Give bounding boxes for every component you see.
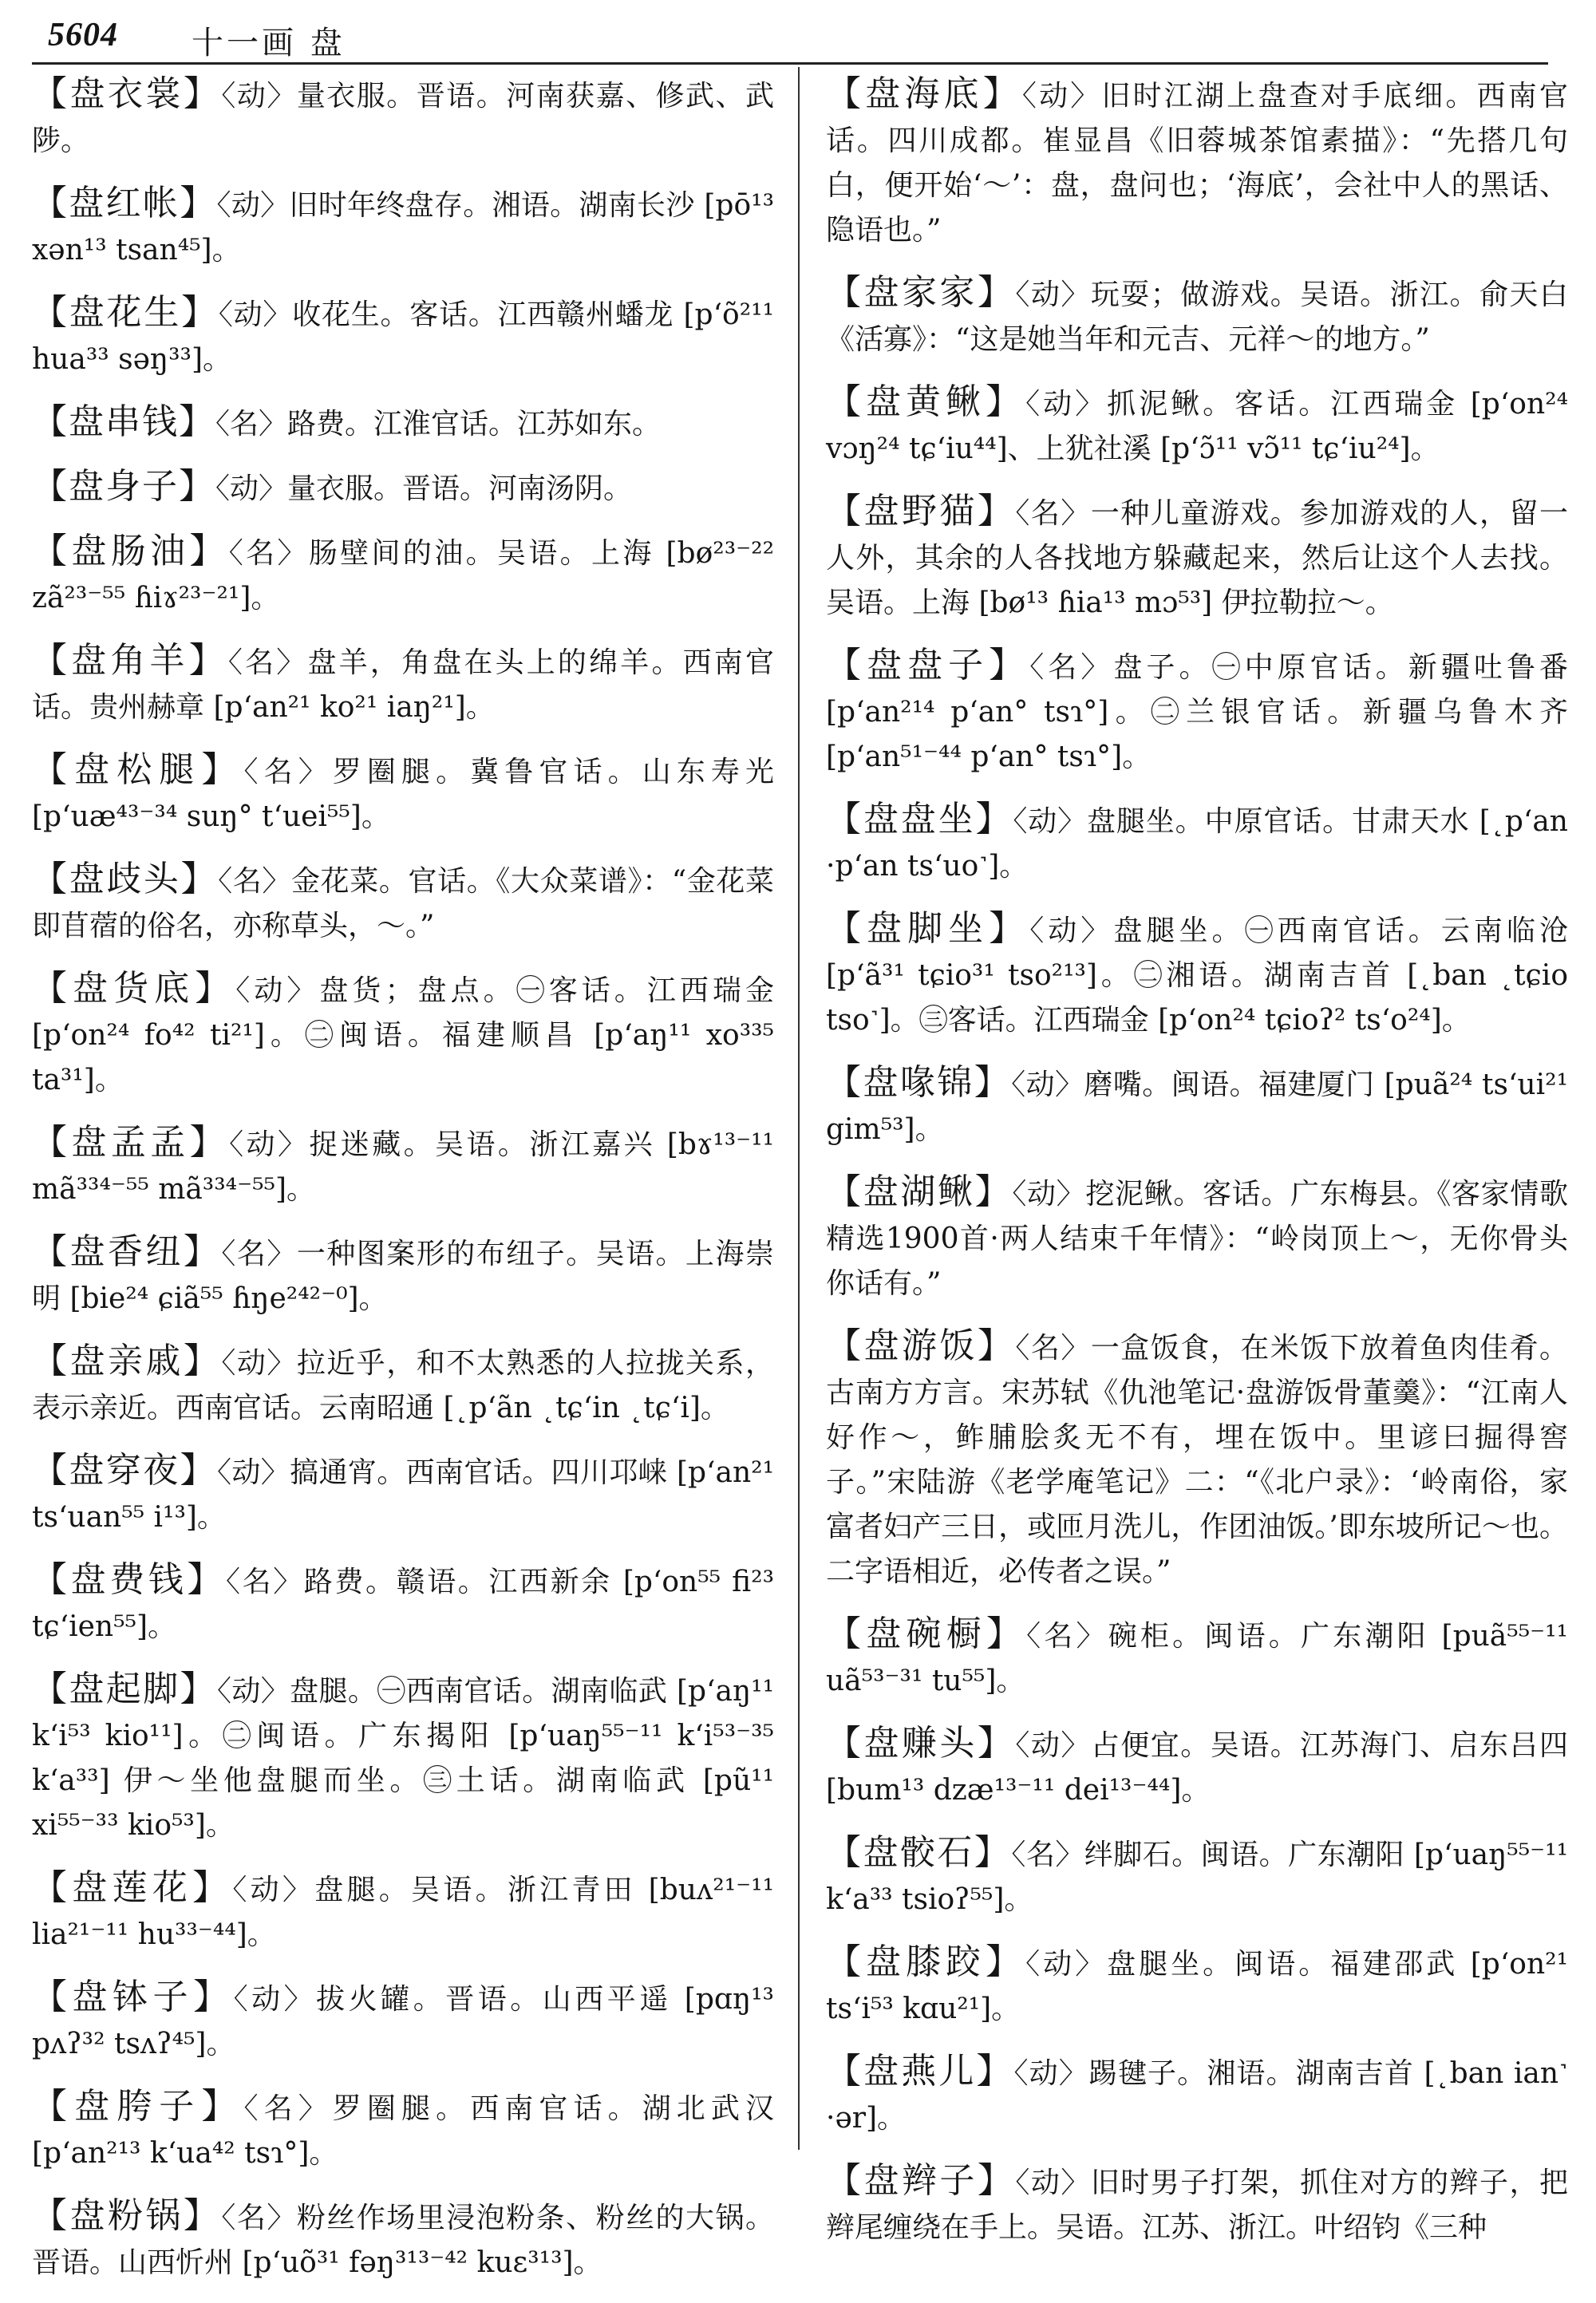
entry-headword: 【盘货底】: [32, 968, 236, 1009]
entry: [826, 1831, 1568, 1922]
entry-definition: 〈名〉碗柜。闽语。广东潮阳 [puã⁵⁵⁻¹¹ uã⁵³⁻³¹ tu⁵⁵]。: [826, 1620, 1568, 1697]
entry-headword: 【盘身子】: [32, 466, 215, 507]
entry: [826, 2049, 1568, 2141]
entry-definition: 〈动〉量衣服。晋语。河南汤阴。: [215, 472, 633, 505]
entry-definition: 〈动〉量衣服。晋语。河南获嘉、修武、武陟。: [32, 80, 774, 157]
entry-definition: 〈名〉罗圈腿。西南官话。湖北武汉 [p‘an²¹³ k‘ua⁴² tsɿ°]。: [32, 2092, 774, 2170]
entry: [32, 2194, 774, 2285]
section-heading: 十一画 盘: [192, 25, 346, 61]
entry-headword: 【盘喙锦】: [826, 1062, 1012, 1103]
entry-definition: 〈名〉一盒饭食，在米饭下放着鱼肉佳肴。古南方方言。宋苏轼《仇池笔记·盘游饭骨董羹》：“江南人好作～，鲊脯脍炙无不有，埋在饭中。里谚曰掘得窖子。”宋陆游《老学庵笔记》二：“《北户录》：‘岭南俗，家富者妇产三日，或匝月洗儿，作团油饭。’即东坡所记～也。二字语相近，必传者之误。”: [826, 1332, 1568, 1588]
entry-headword: 【盘脚坐】: [826, 908, 1030, 949]
entry-definition: 〈动〉捉迷藏。吴语。浙江嘉兴 [bɤ¹³⁻¹¹ mã³³⁴⁻⁵⁵ mã³³⁴⁻⁵⁵]。: [32, 1128, 774, 1206]
entry: [32, 2084, 774, 2176]
entry: [32, 1975, 774, 2067]
entry-definition: 〈动〉搞通宵。西南官话。四川邛崃 [p‘an²¹ ts‘uan⁵⁵ i¹³]。: [32, 1456, 774, 1534]
entry-headword: 【盘孟孟】: [32, 1122, 230, 1163]
entry: [32, 1339, 774, 1431]
entry-headword: 【盘骹石】: [826, 1832, 1012, 1873]
column-divider: [798, 67, 800, 2150]
entry-definition: 〈动〉挖泥鳅。客话。广东梅县。《客家情歌精选1900首·两人结束千年情》：“岭岗顶上～，无你骨头你话有。”: [826, 1178, 1568, 1300]
entry: [32, 1866, 774, 1957]
entry: [32, 1230, 774, 1321]
entry: [826, 1170, 1568, 1306]
entry: [826, 271, 1568, 362]
entry-headword: 【盘家家】: [826, 272, 1016, 313]
entry: [826, 643, 1568, 780]
entry-headword: 【盘湖鳅】: [826, 1171, 1013, 1212]
entry-definition: 〈动〉占便宜。吴语。江苏海门、启东吕四 [bum¹³ dzæ¹³⁻¹¹ dei¹³⁻⁴⁴]。: [826, 1729, 1568, 1807]
entry-definition: 〈动〉踢毽子。湘语。湖南吉首 [˛ban ian˺ ·ər]。: [826, 2057, 1568, 2135]
entry-definition: 〈动〉盘腿坐。闽语。福建邵武 [p‘on²¹ ts‘i⁵³ kɑu²¹]。: [826, 1948, 1569, 2025]
entry-definition: 〈名〉粉丝作场里浸泡粉条、粉丝的大锅。晋语。山西忻州 [p‘uõ³¹ fəŋ³¹³⁻⁴² kuɛ³¹³]。: [32, 2202, 774, 2279]
entry-headword: 【盘碗橱】: [826, 1614, 1027, 1654]
entry-headword: 【盘盘子】: [826, 645, 1030, 685]
entry-headword: 【盘花生】: [32, 292, 219, 333]
entry: [32, 1448, 774, 1540]
entry: [826, 2159, 1568, 2250]
entry-definition: 〈动〉旧时男子打架，抓住对方的辫子，把辫尾缠绕在手上。吴语。江苏、浙江。叶绍钧《三种: [826, 2167, 1568, 2244]
entry-headword: 【盘衣裳】: [32, 73, 222, 114]
entry-definition: 〈动〉磨嘴。闽语。福建厦门 [puã²⁴ ts‘ui²¹ gim⁵³]。: [826, 1069, 1568, 1146]
entry-definition: 〈名〉绊脚石。闽语。广东潮阳 [p‘uaŋ⁵⁵⁻¹¹ k‘a³³ tsioʔ⁵⁵]。: [826, 1839, 1569, 1916]
entry: [32, 400, 774, 447]
entry-definition: 〈动〉盘货；盘点。㊀客话。江西瑞金 [p‘on²⁴ fo⁴² ti²¹]。㊁闽语。福建顺昌 [p‘aŋ¹¹ xo³³⁵ ta³¹]。: [32, 974, 774, 1096]
entry-definition: 〈名〉路费。江淮官话。江苏如东。: [215, 408, 662, 440]
entry-definition: 〈动〉抓泥鳅。客话。江西瑞金 [p‘on²⁴ vɔŋ²⁴ tɕ‘iu⁴⁴]、上犹社溪 [p‘ɔ̃¹¹ vɔ̃¹¹ tɕ‘iu²⁴]。: [826, 388, 1569, 465]
entry-headword: 【盘赚头】: [826, 1723, 1016, 1764]
entry: [32, 529, 774, 621]
entry: [32, 857, 774, 949]
entry-definition: 〈名〉盘羊，角盘在头上的绵羊。西南官话。贵州赫章 [p‘an²¹ ko²¹ iaŋ²¹]。: [32, 646, 774, 724]
entry-definition: 〈名〉肠壁间的油。吴语。上海 [bø²³⁻²² zã²³⁻⁵⁵ ɦiɤ²³⁻²¹]。: [32, 537, 774, 614]
entry: [826, 489, 1568, 626]
entry-definition: 〈动〉玩耍；做游戏。吴语。浙江。俞天白《活寡》：“这是她当年和元吉、元祥～的地方。”: [826, 278, 1568, 356]
entry-headword: 【盘角羊】: [32, 640, 228, 681]
entry: [32, 1120, 774, 1212]
entry-headword: 【盘粉锅】: [32, 2195, 222, 2236]
entry: [826, 1061, 1568, 1152]
entry-headword: 【盘燕儿】: [826, 2051, 1014, 2092]
entry-definition: 〈名〉金花菜。官话。《大众菜谱》：“金花菜即苜蓿的俗名，亦称草头，～。”: [32, 865, 775, 942]
page-number: 5604: [48, 17, 118, 53]
entry-headword: 【盘串钱】: [32, 401, 215, 442]
entry-headword: 【盘穿夜】: [32, 1450, 217, 1491]
entry-headword: 【盘肠油】: [32, 531, 229, 571]
entry-definition: 〈动〉旧时江湖上盘查对手底细。西南官话。四川成都。崔显昌《旧蓉城茶馆素描》：“先搭几句白，便开始‘～’：盘，盘问也；‘海底’，会社中人的黑话、隐语也。”: [826, 80, 1568, 247]
left-column: [32, 72, 774, 2303]
entry: [32, 72, 774, 164]
entry-definition: 〈名〉一种儿童游戏。参加游戏的人，留一人外，其余的人各找地方躲藏起来，然后让这个人去找。吴语。上海 [bø¹³ ɦia¹³ mɔ⁵³] 伊拉勒拉～。: [826, 497, 1568, 619]
entry-headword: 【盘钵子】: [32, 1977, 234, 2017]
entry: [826, 1721, 1568, 1813]
entry-definition: 〈动〉旧时年终盘存。湘语。湖南长沙 [pō¹³ xən¹³ tsan⁴⁵]。: [32, 189, 775, 267]
entry-headword: 【盘亲戚】: [32, 1341, 222, 1381]
entry-headword: 【盘游饭】: [826, 1325, 1016, 1366]
entry-headword: 【盘盘坐】: [826, 799, 1013, 839]
entry: [32, 181, 774, 273]
entry-headword: 【盘费钱】: [32, 1559, 226, 1600]
entry-headword: 【盘黄鳅】: [826, 381, 1026, 422]
entry-headword: 【盘野猫】: [826, 491, 1016, 531]
entry: [32, 638, 774, 730]
right-column: [826, 72, 1568, 2268]
entry: [826, 72, 1568, 253]
entry: [826, 380, 1568, 472]
entry-headword: 【盘海底】: [826, 73, 1022, 114]
entry-definition: 〈名〉罗圈腿。冀鲁官话。山东寿光 [p‘uæ⁴³⁻³⁴ suŋ° t‘uei⁵⁵]。: [32, 756, 774, 833]
entry: [32, 290, 774, 382]
entry-definition: 〈动〉盘腿坐。㊀西南官话。云南临沧 [p‘ã³¹ tɕio³¹ tso²¹³]。㊁湘语。湖南吉首 [˛ban ˛tɕio tso˺]。㊂客话。江西瑞金 [p‘on²⁴ tɕioʔ² ts‘o²⁴]。: [826, 914, 1568, 1037]
entry: [826, 907, 1568, 1043]
entry: [32, 1558, 774, 1649]
entry-headword: 【盘莲花】: [32, 1867, 233, 1908]
entry-definition: 〈名〉盘子。㊀中原官话。新疆吐鲁番 [p‘an²¹⁴ p‘an° tsɿ°]。㊁兰银官话。新疆乌鲁木齐 [p‘an⁵¹⁻⁴⁴ p‘an° tsɿ°]。: [826, 651, 1568, 773]
entry-definition: 〈动〉收花生。客话。江西赣州蟠龙 [p‘õ²¹¹ hua³³ səŋ³³]。: [32, 298, 774, 376]
entry: [826, 1612, 1568, 1704]
entry: [32, 1667, 774, 1848]
entry-headword: 【盘香纽】: [32, 1231, 222, 1272]
entry-definition: 〈动〉拉近乎，和不太熟悉的人拉拢关系，表示亲近。西南官话。云南昭通 [˛p‘ãn ˛tɕ‘in ˛tɕ‘i]。: [32, 1347, 774, 1424]
entry-definition: 〈名〉路费。赣语。江西新余 [p‘on⁵⁵ fi²³ tɕ‘ien⁵⁵]。: [32, 1566, 774, 1643]
entry-definition: 〈动〉拔火罐。晋语。山西平遥 [pɑŋ¹³ pʌʔ³² tsʌʔ⁴⁵]。: [32, 1983, 774, 2060]
entry: [826, 1940, 1568, 2032]
entry: [826, 797, 1568, 889]
entry: [32, 966, 774, 1103]
entry-definition: 〈动〉盘腿。吴语。浙江青田 [buʌ²¹⁻¹¹ lia²¹⁻¹¹ hu³³⁻⁴⁴]。: [32, 1874, 774, 1951]
entry-headword: 【盘歧头】: [32, 859, 219, 899]
entry-headword: 【盘膝跤】: [826, 1942, 1026, 1982]
entry-definition: 〈动〉盘腿坐。中原官话。甘肃天水 [˛p‘an ·p‘an ts‘uo˺]。: [826, 805, 1568, 883]
entry-headword: 【盘红帐】: [32, 183, 217, 223]
entry: [826, 1324, 1568, 1594]
page-header: [0, 0, 1596, 64]
entry-definition: 〈动〉盘腿。㊀西南官话。湖南临武 [p‘aŋ¹¹ k‘i⁵³ kio¹¹]。㊁闽语。广东揭阳 [p‘uaŋ⁵⁵⁻¹¹ k‘i⁵³⁻³⁵ k‘a³³] 伊～坐他盘腿而坐。㊂土话。湖南临武 [pũ¹¹ xi⁵⁵⁻³³ kio⁵³]。: [32, 1675, 774, 1842]
entry: [32, 464, 774, 512]
entry-headword: 【盘松腿】: [32, 749, 244, 790]
entry-headword: 【盘胯子】: [32, 2086, 244, 2127]
entry-headword: 【盘辫子】: [826, 2160, 1016, 2201]
entry-headword: 【盘起脚】: [32, 1669, 217, 1709]
entry: [32, 748, 774, 839]
entry-definition: 〈名〉一种图案形的布纽子。吴语。上海崇明 [bie²⁴ ɕiã⁵⁵ ɦŋe²⁴²⁻⁰]。: [32, 1238, 774, 1315]
header-rule: [32, 62, 1548, 65]
